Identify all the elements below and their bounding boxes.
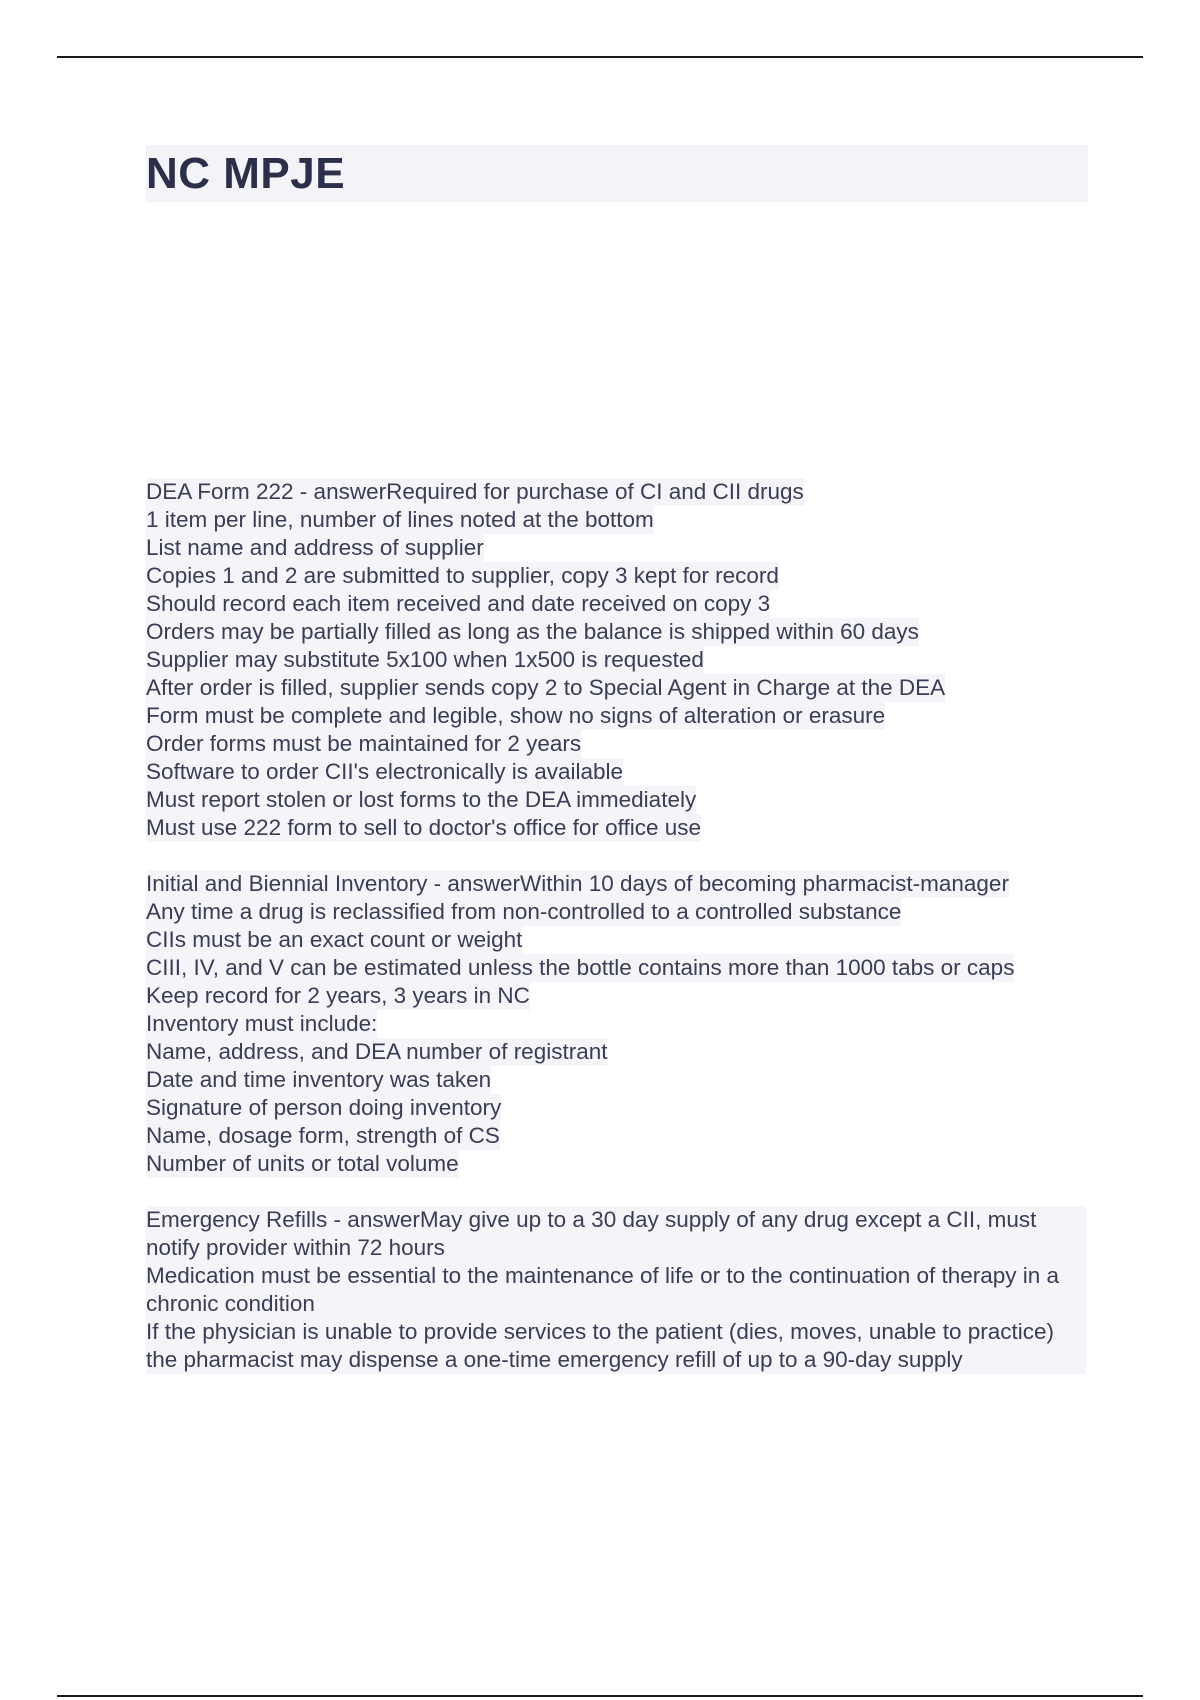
card-line: Supplier may substitute 5x100 when 1x500 is requested [146, 647, 704, 672]
card-line: 1 item per line, number of lines noted at the bottom [146, 507, 654, 532]
card-line: Software to order CII's electronically is available [146, 759, 624, 784]
card-line: Must use 222 form to sell to doctor's office for office use [146, 815, 701, 840]
card-line: Number of units or total volume [146, 1151, 459, 1176]
card-line: Should record each item received and date received on copy 3 [146, 591, 771, 616]
card-line: Inventory must include: [146, 1011, 378, 1036]
card-line: Form must be complete and legible, show no signs of alteration or erasure [146, 703, 886, 728]
card-line: Medication must be essential to the maintenance of life or to the continuation of therapy in a chronic condition [146, 1262, 1086, 1318]
card-line: Must report stolen or lost forms to the DEA immediately [146, 787, 697, 812]
bottom-rule [57, 1695, 1143, 1697]
card-line: Orders may be partially filled as long as the balance is shipped within 60 days [146, 619, 919, 644]
flashcard-dea-form-222 [146, 478, 1096, 842]
card-line: Order forms must be maintained for 2 years [146, 731, 582, 756]
card-line: DEA Form 222 - answerRequired for purchase of CI and CII drugs [146, 479, 804, 504]
document-title: NC MPJE [146, 149, 346, 198]
flashcard-emergency-refills [146, 1206, 1096, 1374]
card-line: CIII, IV, and V can be estimated unless the bottle contains more than 1000 tabs or caps [146, 955, 1015, 980]
card-line: Emergency Refills - answerMay give up to a 30 day supply of any drug except a CII, must notify provider within 72 hours [146, 1206, 1086, 1262]
card-line: Signature of person doing inventory [146, 1095, 502, 1120]
card-line: Copies 1 and 2 are submitted to supplier, copy 3 kept for record [146, 563, 779, 588]
card-line: Date and time inventory was taken [146, 1067, 492, 1092]
card-line: Name, address, and DEA number of registrant [146, 1039, 608, 1064]
top-rule [57, 56, 1143, 58]
card-line: Any time a drug is reclassified from non-controlled to a controlled substance [146, 899, 902, 924]
card-line: Keep record for 2 years, 3 years in NC [146, 983, 530, 1008]
card-line: CIIs must be an exact count or weight [146, 927, 523, 952]
card-line: List name and address of supplier [146, 535, 484, 560]
card-line: After order is filled, supplier sends copy 2 to Special Agent in Charge at the DEA [146, 675, 946, 700]
flashcard-inventory [146, 870, 1096, 1178]
card-line: Initial and Biennial Inventory - answerWithin 10 days of becoming pharmacist-manager [146, 871, 1009, 896]
card-line: Name, dosage form, strength of CS [146, 1123, 500, 1148]
card-line: If the physician is unable to provide services to the patient (dies, moves, unable to practice) the pharmacist may dispense a one-time emergency refill of up to a 90-day supply [146, 1318, 1086, 1374]
flashcard-list [146, 478, 1096, 1402]
